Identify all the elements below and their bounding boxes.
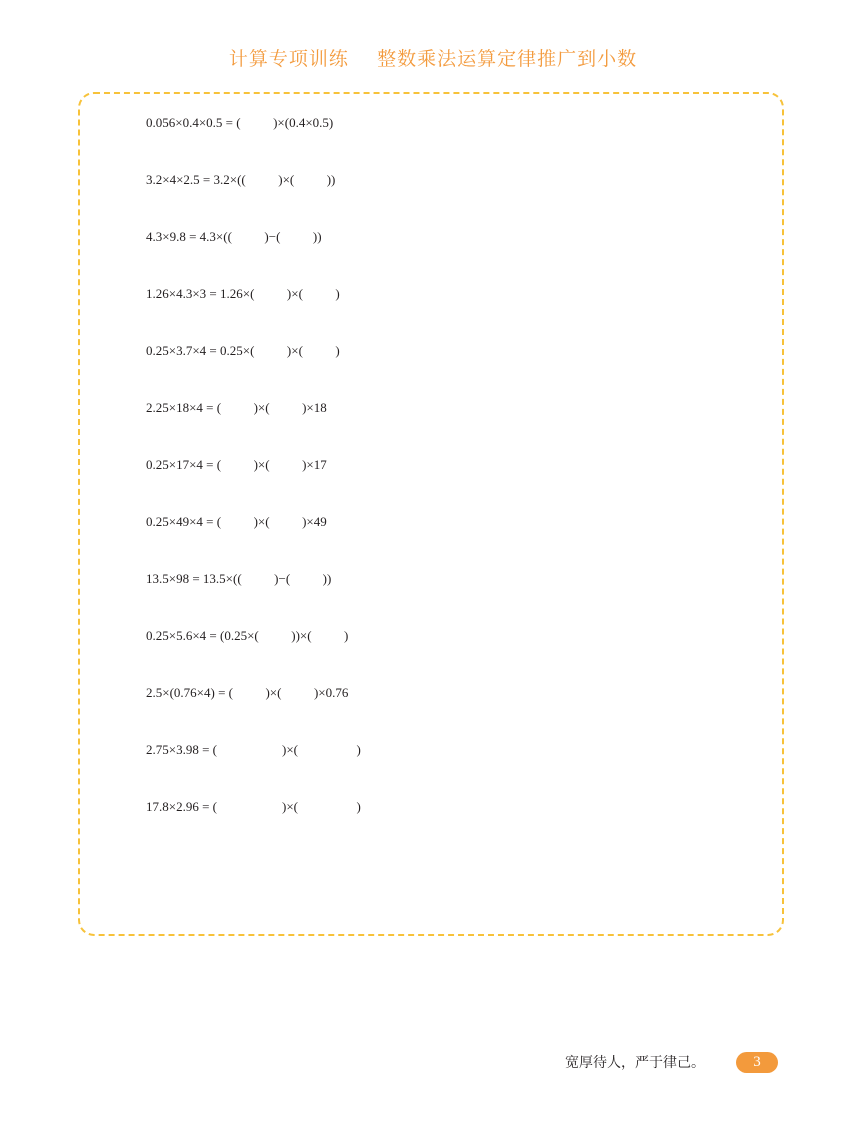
problem-6: 2.25×18×4 = ( )×( )×18 (146, 400, 327, 415)
page-title: 计算专项训练 整数乘法运算定律推广到小数 (228, 48, 638, 70)
problem-8: 0.25×49×4 = ( )×( )×49 (146, 514, 327, 529)
problem-4: 1.26×4.3×3 = 1.26×( )×( ) (146, 286, 340, 301)
problem-3: 4.3×9.8 = 4.3×(( )−( )) (146, 229, 322, 244)
footer-motto: 宽厚待人，严于律己。 (565, 1055, 705, 1071)
problem-9: 13.5×98 = 13.5×(( )−( )) (146, 571, 332, 586)
problem-12: 2.75×3.98 = ( )×( ) (146, 742, 361, 757)
problem-11: 2.5×(0.76×4) = ( )×( )×0.76 (146, 685, 349, 700)
page-number-badge: 3 (736, 1052, 778, 1073)
problem-7: 0.25×17×4 = ( )×( )×17 (146, 457, 327, 472)
problem-1: 0.056×0.4×0.5 = ( )×(0.4×0.5) (146, 115, 334, 130)
problem-2: 3.2×4×2.5 = 3.2×(( )×( )) (146, 172, 336, 187)
problem-13: 17.8×2.96 = ( )×( ) (146, 799, 361, 814)
problem-5: 0.25×3.7×4 = 0.25×( )×( ) (146, 343, 340, 358)
problem-10: 0.25×5.6×4 = (0.25×( ))×( ) (146, 628, 349, 643)
